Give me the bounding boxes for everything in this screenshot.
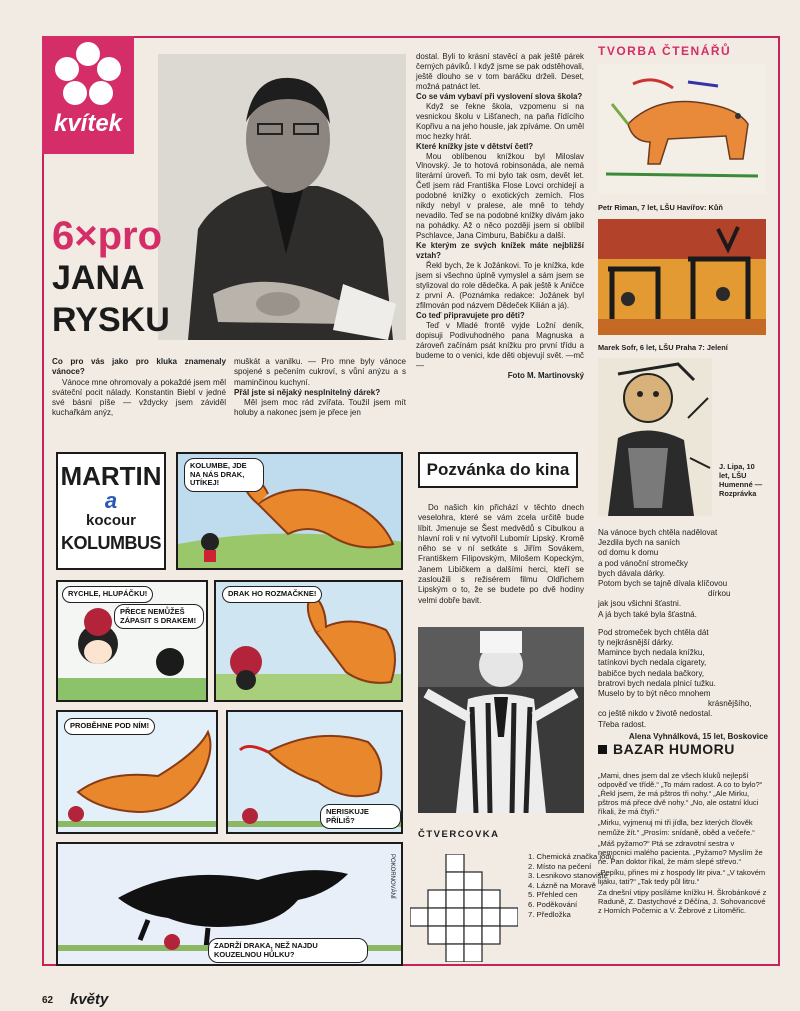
clue-item: 6. Poděkování bbox=[528, 899, 578, 909]
interview-title bbox=[52, 215, 170, 341]
clown-photo bbox=[418, 627, 584, 813]
answer: Mou oblíbenou knížkou byl Miloslav Vlnovský. Je to hotová robinsonáda, ale nemá literární úroveň. To mi bylo tak osm, devět let. Četl jsem rád Františka Flose Lovci orchidejí a podobné knížky o exotických zemích. Flos nikdy nebyl v pralese, ale mně to tehdy nevadilo. Teď se na podobné knížky dívám jako na pohádky. Až o něco později jsem si oblíbil Pschlavce, Jana Cimburu, Babičku a další. bbox=[416, 151, 584, 241]
reader-section-title: TVORBA ČTENÁŘŮ bbox=[598, 44, 732, 58]
poem-line: bratrovi bych nedala plnicí tužku. bbox=[598, 678, 716, 688]
photo-credit: Foto M. Martinovský bbox=[507, 370, 584, 380]
joke: „Mami, dnes jsem dal ze všech kluků nejlepší odpověď ve třídě.“ „To mám radost. A co to bylo?“ „Řekl jsem, že má pštros tři nohy.“ „Ale Mirku, pštros má přece dvě nohy.“ „No, ale ostatní kluci říkali, že má čtyři.“ bbox=[598, 771, 763, 817]
caption-drawing-3: J. Lipa, 10 let, LŠU Humenné — Rozprávka bbox=[719, 462, 763, 498]
clue-item: 1. Chemická značka jódu bbox=[528, 852, 614, 861]
answer: muškát a vanilku. — Pro mne byly vánoce spojené s pečením cukroví, s vůní anýzu a s maminčinou kuchyní. bbox=[234, 357, 406, 387]
clue-item: 3. Lesnikovo stanoviště bbox=[528, 871, 608, 881]
child-drawing-fairytale bbox=[598, 358, 712, 516]
humor-title bbox=[598, 741, 735, 757]
answer: Měl jsem moc rád zvířata. Toužil jsem mít holuby a nakonec jsem je přece jen bbox=[234, 398, 406, 418]
speech-bubble: ZADRŽÍ DRAKA, NEŽ NAJDU KOUZELNOU HŮLKU? bbox=[208, 938, 368, 963]
interview-column-1 bbox=[52, 357, 226, 419]
square-bullet-icon bbox=[598, 745, 607, 754]
title-last-name: RYSKU bbox=[52, 301, 170, 339]
poem-line: babičce bych nedala bačkory, bbox=[598, 668, 705, 678]
comic-panel-2 bbox=[56, 580, 208, 702]
speech-bubble: DRAK HO ROZMAČKNE! bbox=[222, 586, 322, 603]
page-number: 62 bbox=[42, 995, 54, 1006]
crossword-grid[interactable] bbox=[410, 854, 518, 967]
poem-author: Alena Vyhnálková, 15 let, Boskovice bbox=[628, 731, 768, 741]
portrait-photo bbox=[158, 54, 406, 340]
comic-panel-1 bbox=[176, 452, 403, 570]
child-drawing-deer bbox=[598, 219, 766, 335]
poem-line: Jezdila bych na saních bbox=[598, 538, 680, 548]
poem-line: Potom bych se tajně dívala klíčovou bbox=[598, 579, 728, 589]
question: Co se vám vybaví při vyslovení slova škola? bbox=[416, 91, 583, 101]
speech-bubble: PROBĚHNE POD NÍM! bbox=[64, 718, 155, 735]
comic-title-kocour: kocour bbox=[85, 512, 136, 529]
question: Přál jste si nějaký nesplnitelný dárek? bbox=[234, 387, 381, 397]
question: Ke kterým ze svých knížek máte nejbližší vztah? bbox=[416, 241, 584, 261]
comic-panel-4 bbox=[56, 710, 218, 834]
reader-poem bbox=[598, 528, 768, 742]
answer: Vánoce mne ohromovaly a pokaždé jsem měl sváteční pocit nálady. Konstantin Biebl v jedné své básni píše — vždycky jsem záviděl kuchařkám anýz, bbox=[52, 377, 226, 418]
comic-title-panel bbox=[56, 452, 166, 570]
speech-bubble: RYCHLE, HLUPÁČKU! bbox=[62, 586, 153, 603]
clue-item: 4. Lázně na Moravě bbox=[528, 880, 596, 890]
interview-column-3 bbox=[416, 52, 584, 380]
kvitek-logo bbox=[42, 36, 134, 154]
comic-title-kolumbus: KOLUMBUS bbox=[61, 533, 161, 553]
poem-line: Pod stromeček bych chtěla dát bbox=[598, 627, 709, 637]
poem-stanza-break bbox=[598, 620, 768, 628]
joke: „Mirku, vyjmenuj mi tři jídla, bez kterých člověk nemůže žít.“ „Prosím: snídaně, oběd a večeře.“ bbox=[598, 818, 755, 837]
crossword-clues bbox=[528, 852, 614, 919]
question: Které knížky jste v dětství četl? bbox=[416, 141, 534, 151]
comic-title-martin: MARTIN bbox=[60, 461, 162, 491]
clue-item: 7. Předložka bbox=[528, 909, 571, 919]
speech-bubble: NERISKUJE PŘÍLIŠ? bbox=[320, 804, 401, 829]
speech-bubble: KOLUMBE, JDE NA NÁS DRAK, UTÍKEJ! bbox=[184, 458, 264, 492]
comic-signature: POKORNOVÁNÍ bbox=[389, 854, 395, 899]
answer: Teď v Mladé frontě vyjde Ložní deník, dopisuji Podivuhodného pana Magnuska a zároveň začínám psát knížku pro první třídu a budeme to o venici, kde děti objevují svět. —mč— bbox=[416, 320, 584, 370]
poem-line: Mamince bych nedala knížku, bbox=[598, 648, 705, 658]
poem-line: Na vánoce bych chtěla nadělovat bbox=[598, 528, 718, 537]
comic-panel-6 bbox=[56, 842, 403, 966]
clue-item: 2. Místo na pečení bbox=[528, 861, 592, 871]
comic-panel-5 bbox=[226, 710, 403, 834]
poem-line: od domu k domu bbox=[598, 548, 659, 558]
speech-bubble: PŘECE NEMŮŽEŠ ZÁPASIT S DRAKEM! bbox=[114, 604, 204, 629]
question: Co teď připravujete pro děti? bbox=[416, 310, 525, 320]
answer: Když se řekne škola, vzpomenu si na vesnickou školu v Lišťanech, na paňa řídícího Kopřivu a na jeho housle, jak zpíváme. On uměl moc hezky hrát. bbox=[416, 101, 584, 141]
humor-jokes bbox=[598, 771, 768, 917]
caption-drawing-2: Marek Sofr, 6 let, LŠU Praha 7: Jelení bbox=[598, 343, 728, 352]
cinema-text: Do našich kin přichází v těchto dnech veselohra, které se vám zcela určitě bude líbit. Jmenuje se Šest medvědů s Cibulkou a hlavní roli v ní vytvořil Lubomír Lipský. Kromě něho se v ní setkáte s Jiřím Sovákem, Františkem Filipovským, Milošem Kopeckým, Janem Libíčkem a dalšími herci, kteří se zasloužili s režisérem filmu Oldřichem Lipským o to, že se budete po dvě hodiny velmi dobře bavit. bbox=[418, 503, 584, 605]
interview-column-2 bbox=[234, 357, 406, 419]
joke: Za dnešní vtipy posíláme knížku H. Škrobánkové z Raduně, Z. Dastychové z Děčína, J. Sohovancové z Horních Počernic a V. Žebrové z Litoměřic. bbox=[598, 888, 767, 916]
logo-text: kvítek bbox=[53, 110, 123, 137]
cinema-title: Pozvánka do kina bbox=[418, 452, 578, 488]
poem-line: jak jsou všichni šťastni. bbox=[598, 599, 682, 609]
flower-icon bbox=[52, 40, 124, 112]
question: Co pro vás jako pro kluka znamenaly vánoce? bbox=[52, 357, 226, 377]
title-number: 6×pro bbox=[52, 214, 163, 258]
child-drawing-horse bbox=[598, 64, 766, 194]
poem-line: Třeba radost. bbox=[598, 719, 647, 729]
humor-title-text: BAZAR HUMORU bbox=[613, 741, 735, 757]
poem-line: A já bych také byla šťastná. bbox=[598, 609, 697, 619]
poem-line: bych dávala dárky. bbox=[598, 568, 665, 578]
poem-line: dírkou bbox=[708, 589, 731, 599]
answer: dostal. Byli to krásní stavěcí a pak ještě párek černých pávíků. I když jsme se pak odstěhovali, ještě dlouho se v tom baráčku drželi. Deset, možná patnáct let. bbox=[416, 52, 584, 91]
poem-line: a pod vánoční stromečky bbox=[598, 558, 688, 568]
title-first-name: JANA bbox=[52, 259, 145, 297]
comic-title-and: a bbox=[104, 488, 118, 513]
poem-line: co ještě nikdo v životě nedostal. bbox=[598, 709, 713, 719]
joke: „Máš pyžamo?“ Ptá se zdravotní sestra v nemocnici malého pacienta. „Pyžamo? Myslím že ne. Pan doktor říkal, že mám slepé střevo.“ bbox=[598, 838, 763, 866]
caption-drawing-1: Petr Riman, 7 let, LŠU Havířov: Kůň bbox=[598, 203, 723, 212]
poem-line: ty nejkrásnější dárky. bbox=[598, 638, 674, 648]
poem-line: tatínkovi bych nedala cigarety, bbox=[598, 658, 707, 668]
crossword-title: ČTVERCOVKA bbox=[418, 829, 500, 840]
clue-item: 5. Přehled cen bbox=[528, 890, 578, 900]
joke: „Pepíku, přines mi z hospody litr piva.“ „V takovém lijáku, tati?“ „Tak tedy půl litru.“ bbox=[598, 867, 766, 887]
comic-panel-3 bbox=[214, 580, 403, 702]
poem-line: Muselo by to být něco mnohem bbox=[598, 689, 711, 699]
poem-line: krásnějšího, bbox=[708, 699, 752, 709]
magazine-name: květy bbox=[70, 991, 109, 1008]
answer: Řekl bych, že k Jožánkovi. To je knížka, kde jsem si všechno úplně vymyslel a sám jsem se stylizoval do role dědečka. A pak ještě k Aničce z první A. (Poznámka redakce: Jožánek byl zfilmován pod názvem Dědeček Kilián a já). bbox=[416, 261, 584, 310]
